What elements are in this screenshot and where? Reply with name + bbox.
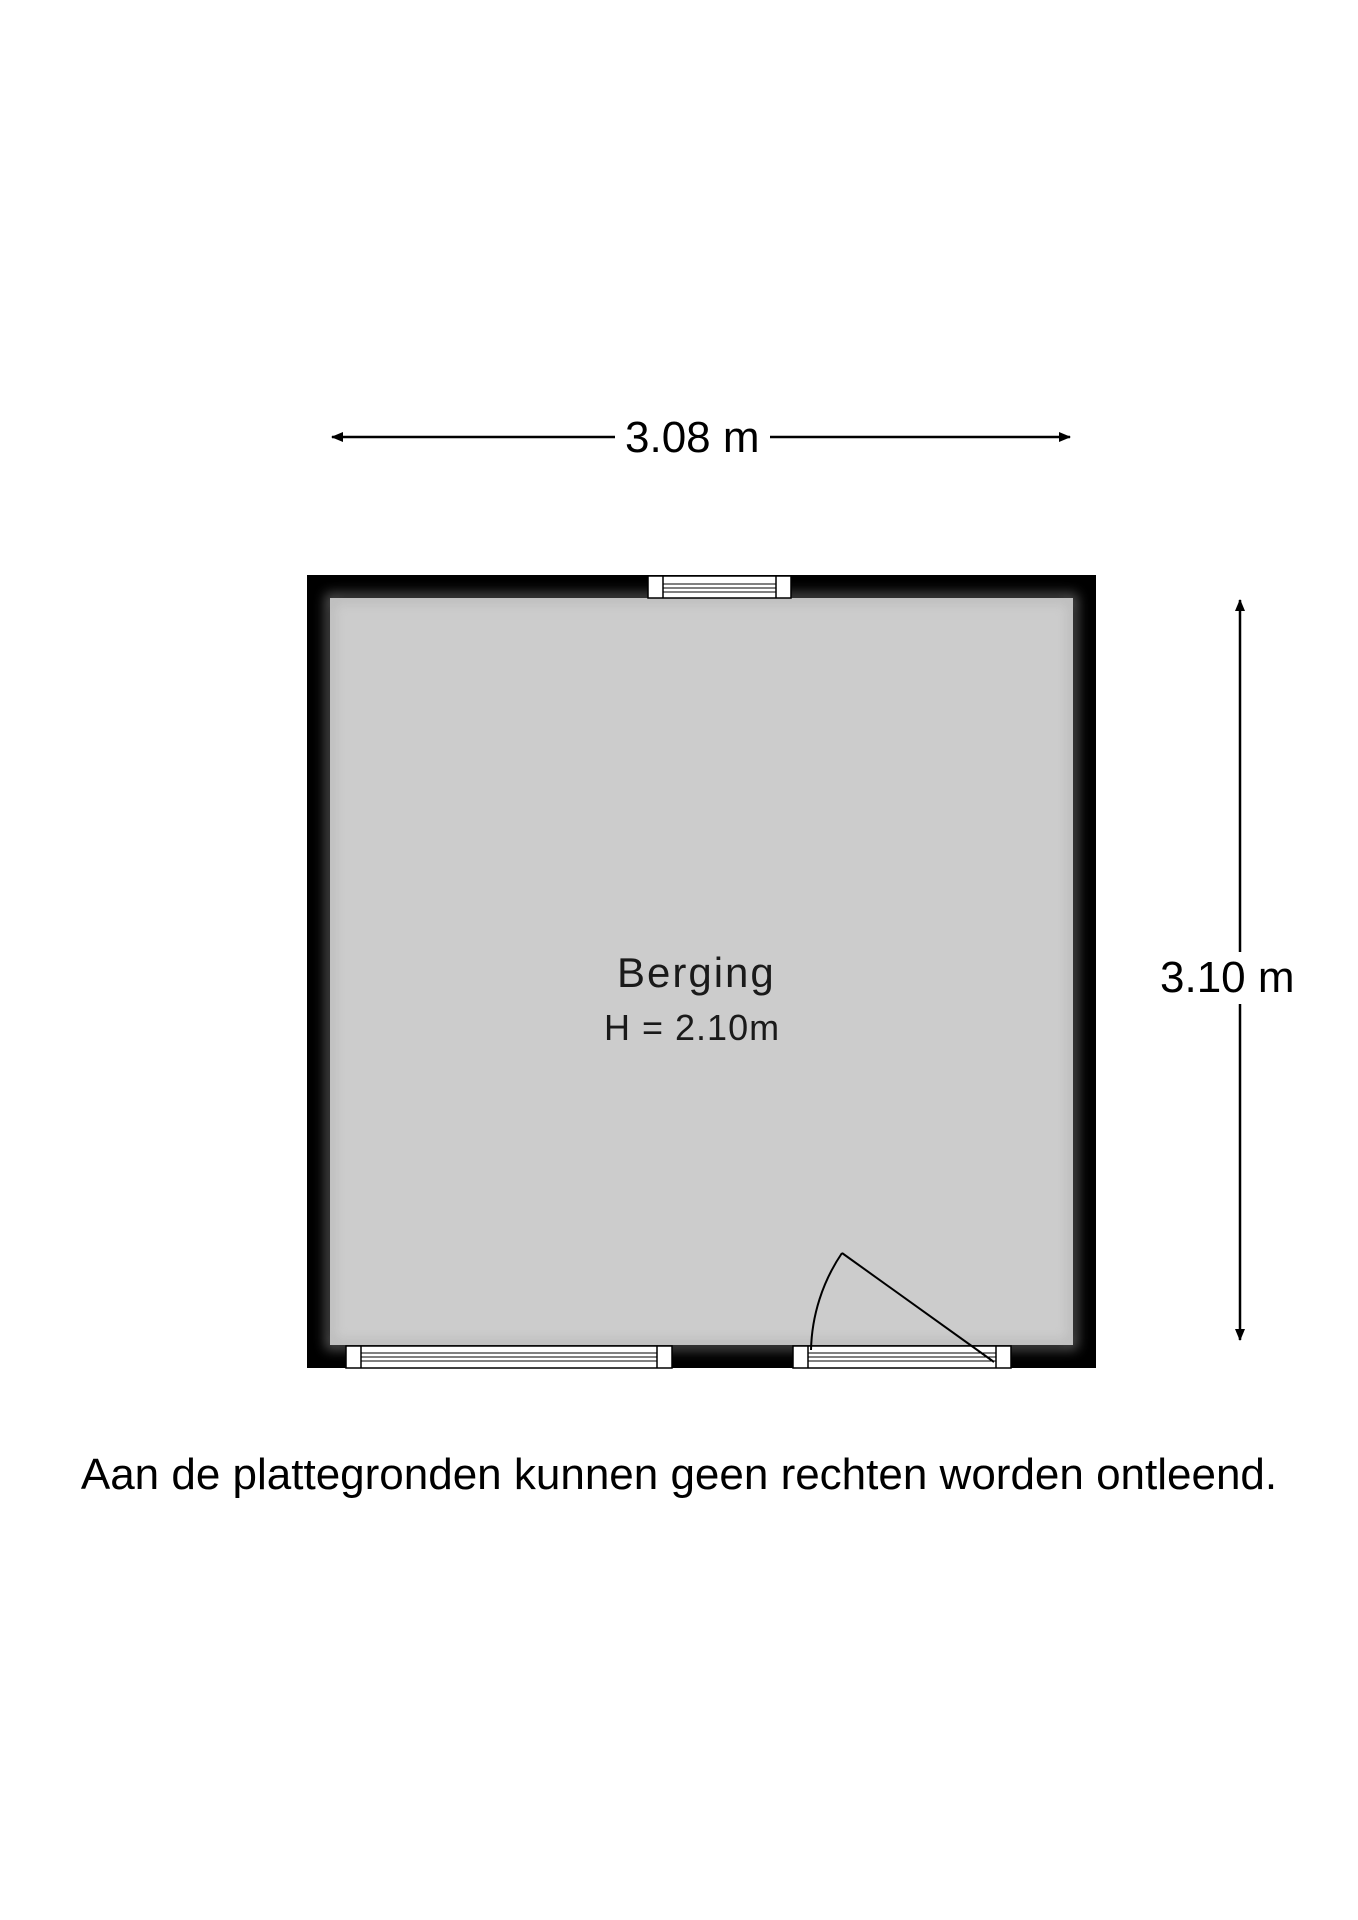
top-window [648,576,791,598]
room-height-label: H = 2.10m [604,1007,781,1048]
width-dimension-label: 3.08 m [615,416,770,460]
room-name-label: Berging [617,949,776,996]
disclaimer-text: Aan de plattegronden kunnen geen rechten worden ontleend. [80,1450,1278,1499]
height-dimension-label: 3.10 m [1160,953,1295,1002]
bottom-window [346,1346,672,1368]
